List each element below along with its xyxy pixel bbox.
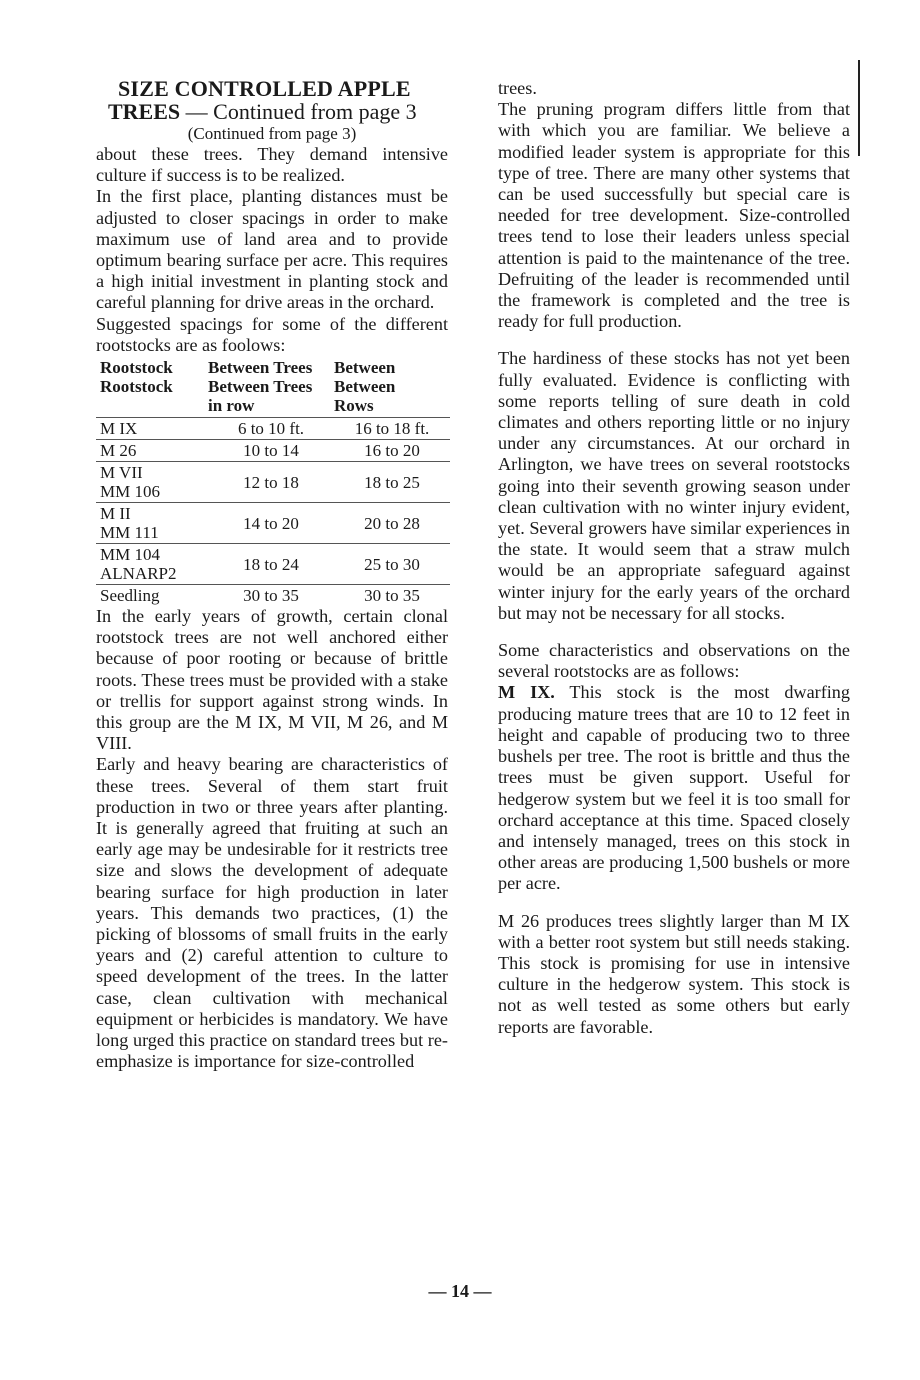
table-row bbox=[96, 440, 450, 462]
right-paragraph-3: The hardiness of these stocks has not yet been fully evaluated. Evidence is conflicting with some reports telling of sure death in cold climates and others reporting little or no injury under any circumstances. At our orchard in Arlington, we have trees on several rootstocks going into their seventh growing season under clean cultivation with no winter injury evident, yet. Several growers have similar experiences in the state. It would seem that a straw mulch would be an appropriate safeguard against winter injury for the early years of the orchard but may not be necessary for all stocks. bbox=[498, 348, 850, 623]
rootstock-cell: M 26 bbox=[96, 440, 208, 462]
table-header-cell: in row bbox=[208, 396, 255, 416]
left-paragraph-3: Suggested spacings for some of the different rootstocks are as foolows: bbox=[96, 313, 448, 355]
table-header-row bbox=[96, 377, 450, 396]
title-word-trees: TREES bbox=[108, 99, 181, 124]
left-paragraph-2: In the first place, planting distances must be adjusted to closer spacings in order to make maximum use of land area and to provide optimum bearing surface per acre. This requires a high initial investment in planting stock and careful planning for drive areas in the orchard. bbox=[96, 186, 448, 313]
table-row bbox=[96, 544, 450, 585]
right-paragraph-6 bbox=[498, 911, 850, 1038]
article-title: SIZE CONTROLLED APPLE bbox=[118, 76, 411, 101]
article-title-continued bbox=[108, 100, 448, 124]
in-row-cell: 6 to 10 ft. bbox=[208, 418, 334, 440]
table-row bbox=[96, 585, 450, 607]
left-column bbox=[96, 78, 448, 1073]
in-row-cell: 10 to 14 bbox=[208, 440, 334, 462]
in-row-cell: 30 to 35 bbox=[208, 585, 334, 607]
rootstock-cell: M IX bbox=[96, 418, 208, 440]
table-header-row bbox=[96, 358, 450, 377]
table-row bbox=[96, 418, 450, 440]
right-column bbox=[498, 78, 850, 1038]
table-header-cell: Between bbox=[334, 377, 396, 397]
between-rows-cell: 18 to 25 bbox=[334, 462, 450, 503]
table-header-cell bbox=[96, 396, 208, 418]
rootstock-spacing-table bbox=[96, 358, 450, 606]
rootstock-cell: MM 104 ALNARP2 bbox=[96, 544, 208, 585]
rootstock-cell: Seedling bbox=[96, 585, 208, 607]
between-rows-cell: 16 to 18 ft. bbox=[334, 418, 450, 440]
table-header-cell: Between Trees bbox=[208, 377, 313, 397]
title-dash: — bbox=[185, 99, 208, 124]
between-rows-cell: 30 to 35 bbox=[334, 585, 450, 607]
rootstock-cell: M VII MM 106 bbox=[96, 462, 208, 503]
table-header-cell: Rootstock bbox=[100, 377, 173, 397]
page-number: — 14 — bbox=[428, 1281, 492, 1301]
left-paragraph-1: about these trees. They demand intensive culture if success is to be realized. bbox=[96, 144, 448, 186]
table-header-cell: Rootstock bbox=[100, 358, 173, 378]
table-row bbox=[96, 503, 450, 544]
table-header-cell: Rows bbox=[334, 396, 374, 416]
table-header-row bbox=[96, 396, 450, 418]
right-paragraph-5 bbox=[498, 682, 850, 894]
continued-note: (Continued from page 3) bbox=[187, 124, 357, 143]
right-paragraph-2: The pruning program differs little from that with which you are familiar. We believe a modified leader system is appropriate for this type of tree. There are many other systems that can be used successfully but special care is needed for tree development. Size-controlled trees tend to lose their leaders unless special attention is paid to the maintenance of the tree. Defruiting of the leader is recommended until the framework is completed and the tree is ready for full production. bbox=[498, 99, 850, 332]
in-row-cell: 12 to 18 bbox=[208, 462, 334, 503]
in-row-cell: 18 to 24 bbox=[208, 544, 334, 585]
between-rows-cell: 25 to 30 bbox=[334, 544, 450, 585]
right-paragraph-4: Some characteristics and observations on the several rootstocks are as follows: bbox=[498, 640, 850, 682]
left-paragraph-5: Early and heavy bearing are characteristics of these trees. Several of them start fruit production in two or three years after planting. It is generally agreed that fruiting at such an early age may be undesirable for it restricts tree size and slows the development of adequate bearing surface for high production in later years. This demands two practices, (1) the picking of blossoms of small fruits in the early years and (2) careful attention to culture to speed development of the trees. In the latter case, clean cultivation with mechanical equipment or herbicides is mandatory. We have long urged this practice on standard trees but re-emphasize is importance for size-controlled bbox=[96, 754, 448, 1072]
title-continued-text: Continued from page 3 bbox=[213, 99, 417, 124]
margin-rule bbox=[858, 60, 860, 156]
between-rows-cell: 16 to 20 bbox=[334, 440, 450, 462]
right-paragraph-1: trees. bbox=[498, 78, 537, 98]
m-26-lead: M 26 bbox=[498, 910, 540, 931]
table-row bbox=[96, 462, 450, 503]
m-ix-lead: M IX. bbox=[498, 682, 555, 703]
table-header-cell: Between Trees bbox=[208, 358, 313, 378]
m-26-text: produces trees slightly larger than M IX with a better root system but still needs staking. This stock is promising for use in intensive culture in the hedgerow system. This stock is not as well tested as some others but early reports are favorable. bbox=[498, 910, 851, 1037]
between-rows-cell: 20 to 28 bbox=[334, 503, 450, 544]
in-row-cell: 14 to 20 bbox=[208, 503, 334, 544]
table-header-cell: Between bbox=[334, 358, 396, 378]
rootstock-cell: M II MM 111 bbox=[96, 503, 208, 544]
m-ix-text: This stock is the most dwarfing producing mature trees that are 10 to 12 feet in height and capable of producing two to three bushels per tree. The root is brittle and thus the trees must be given support. Useful for hedgerow system but we feel it is too small for orchard acceptance at this time. Spaced closely and intensely managed, trees on this stock in other areas are producing 1,500 bushels or more per acre. bbox=[498, 682, 850, 894]
left-paragraph-4: In the early years of growth, certain clonal rootstock trees are not well anchored either because of poor rooting or because of brittle roots. These trees must be provided with a stake or trellis for support against strong winds. In this group are the M IX, M VII, M 26, and M VIII. bbox=[96, 606, 448, 754]
